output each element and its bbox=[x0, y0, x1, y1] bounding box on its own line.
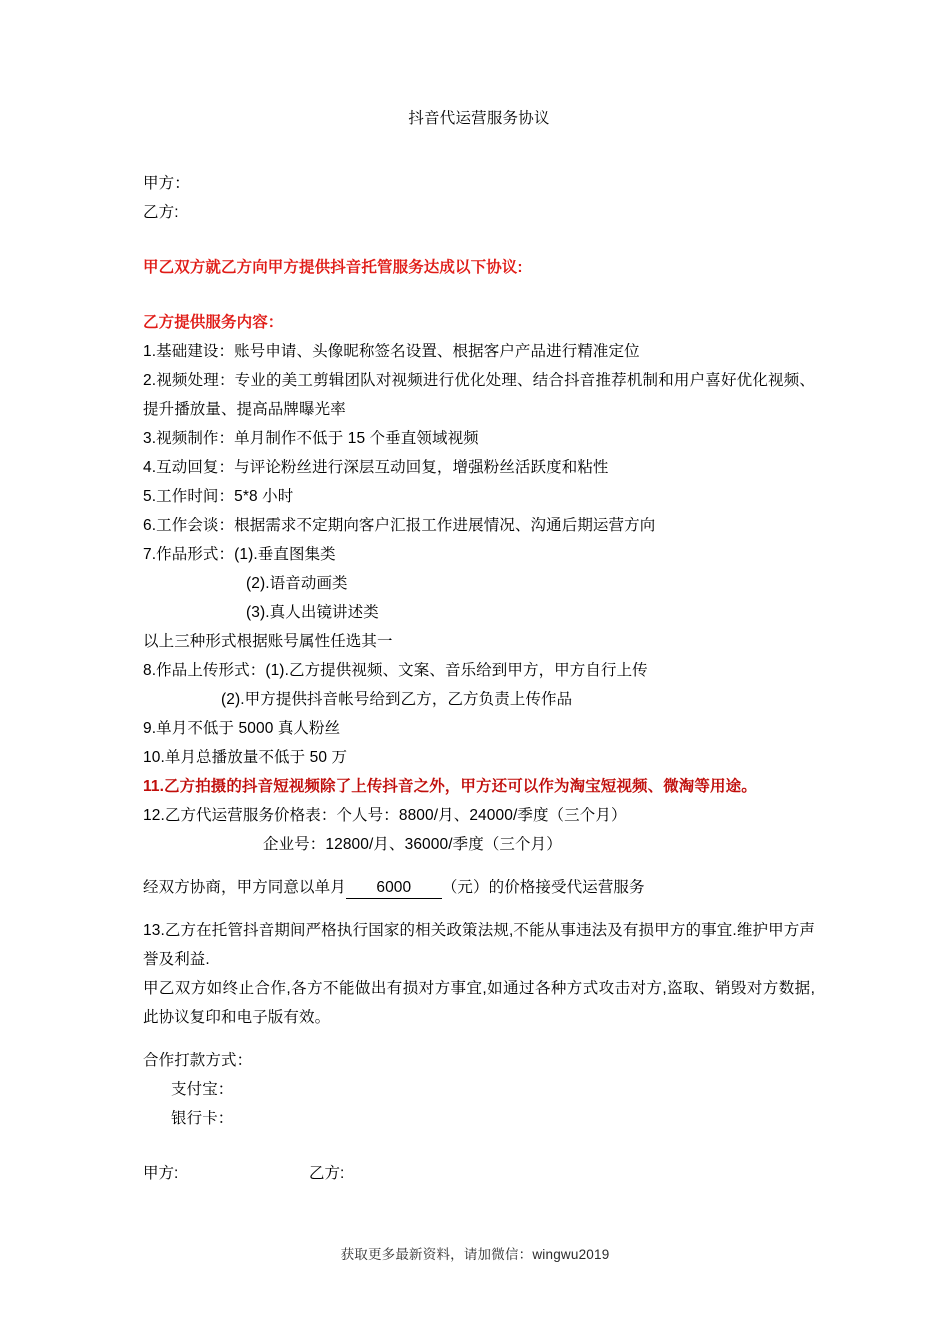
spacer bbox=[143, 282, 815, 308]
payment-bankcard-label: 银行卡： bbox=[171, 1110, 234, 1127]
item9: 9.单月不低于 5000 真人粉丝 bbox=[143, 720, 341, 737]
item11: 11.乙方拍摄的抖音短视频除了上传抖音之外，甲方还可以作为淘宝短视频、微淘等用途。 bbox=[143, 778, 757, 795]
spacer bbox=[143, 859, 815, 873]
service-item: 6.工作会谈：根据需求不定期向客户汇报工作进展情况、沟通后期运营方向 bbox=[143, 517, 656, 534]
item7-lead: 7.作品形式：(1).垂直图集类 bbox=[143, 546, 336, 563]
signature-row bbox=[143, 1159, 815, 1188]
agreed-price-line bbox=[143, 873, 815, 902]
services-heading: 乙方提供服务内容： bbox=[143, 314, 284, 331]
agreed-price-suffix: （元）的价格接受代运营服务 bbox=[441, 879, 645, 896]
spacer bbox=[143, 134, 815, 169]
agreed-price-value[interactable]: 6000 bbox=[346, 878, 442, 899]
payment-heading: 合作打款方式： bbox=[143, 1052, 253, 1069]
party-b-label: 乙方: bbox=[143, 204, 179, 221]
item13-continued: 甲乙双方如终止合作,各方不能做出有损对方事宜,如通过各种方式攻击对方,盗取、销毁对方数据,此协议复印和电子版有效。 bbox=[143, 980, 815, 1026]
item7-note: 以上三种形式根据账号属性任选其一 bbox=[143, 633, 393, 650]
service-item: 3.视频制作：单月制作不低于 15 个垂直领域视频 bbox=[143, 430, 479, 447]
service-item: 5.工作时间：5*8 小时 bbox=[143, 488, 294, 505]
signature-party-a: 甲方: bbox=[143, 1165, 179, 1182]
item7-sub: (2).语音动画类 bbox=[246, 575, 348, 592]
item12-sub: 企业号：12800/月、36000/季度（三个月） bbox=[263, 836, 562, 853]
signature-party-b: 乙方: bbox=[309, 1165, 345, 1182]
item7-sub: (3).真人出镜讲述类 bbox=[246, 604, 379, 621]
party-a-label: 甲方： bbox=[143, 175, 190, 192]
item8-sub: (2).甲方提供抖音帐号给到乙方，乙方负责上传作品 bbox=[221, 691, 573, 708]
payment-alipay-label: 支付宝： bbox=[171, 1081, 234, 1098]
document-body bbox=[143, 104, 815, 1188]
spacer bbox=[143, 1032, 815, 1046]
service-item: 2.视频处理：专业的美工剪辑团队对视频进行优化处理、结合抖音推荐机制和用户喜好优化视频、提升播放量、提高品牌曝光率 bbox=[143, 372, 815, 418]
spacer bbox=[143, 227, 815, 253]
agreed-price-prefix: 经双方协商，甲方同意以单月 bbox=[143, 879, 346, 896]
spacer bbox=[143, 902, 815, 916]
item13: 13.乙方在托管抖音期间严格执行国家的相关政策法规,不能从事违法及有损甲方的事宜.维护甲方声誉及利益. bbox=[143, 922, 815, 968]
preamble-text: 甲乙双方就乙方向甲方提供抖音托管服务达成以下协议: bbox=[143, 259, 523, 276]
page-footer: 获取更多最新资料，请加微信：wingwu2019 bbox=[340, 1247, 610, 1262]
item10: 10.单月总播放量不低于 50 万 bbox=[143, 749, 348, 766]
service-item: 4.互动回复：与评论粉丝进行深层互动回复，增强粉丝活跃度和粘性 bbox=[143, 459, 609, 476]
item8-lead: 8.作品上传形式：(1).乙方提供视频、文案、音乐给到甲方，甲方自行上传 bbox=[143, 662, 648, 679]
spacer bbox=[143, 1133, 815, 1159]
item12-lead: 12.乙方代运营服务价格表：个人号：8800/月、24000/季度（三个月） bbox=[143, 807, 627, 824]
service-item: 1.基础建设：账号申请、头像昵称签名设置、根据客户产品进行精准定位 bbox=[143, 343, 640, 360]
document-title: 抖音代运营服务协议 bbox=[408, 110, 550, 127]
